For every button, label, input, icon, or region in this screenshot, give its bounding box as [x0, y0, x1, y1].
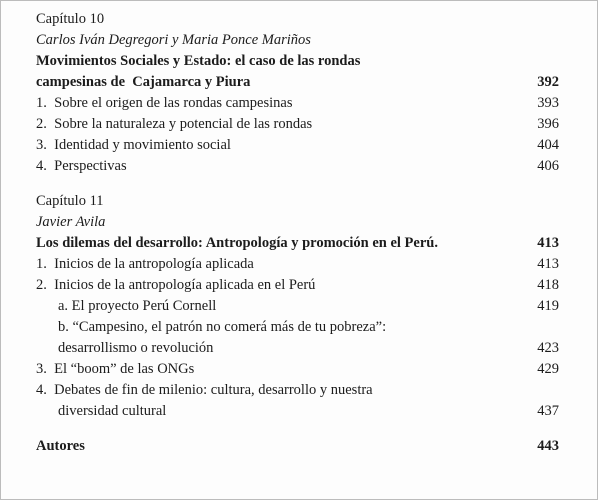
toc-line — [36, 233, 559, 254]
toc-line — [36, 72, 559, 93]
toc-line — [36, 338, 559, 359]
toc-entry-text: Carlos Iván Degregori y Maria Ponce Mariños — [36, 32, 311, 48]
toc-line — [36, 9, 559, 30]
toc-line — [36, 296, 559, 317]
toc-line — [36, 51, 559, 72]
toc-entry-text: Capítulo 10 — [36, 11, 105, 27]
toc-line — [36, 317, 559, 338]
toc-section-capitulo-11 — [36, 191, 559, 422]
toc-page-number: 413 — [537, 256, 559, 272]
toc-entry-text: a. El proyecto Perú Cornell — [58, 298, 217, 314]
toc-page-number: 429 — [537, 361, 559, 377]
toc-page-number: 443 — [537, 438, 559, 454]
toc-page-number: 423 — [537, 340, 559, 356]
toc-page-number: 404 — [537, 137, 559, 153]
toc-page-number: 392 — [537, 74, 559, 90]
toc-entry-text: 2. Sobre la naturaleza y potencial de las rondas — [36, 116, 313, 132]
toc-entry-text: Capítulo 11 — [36, 193, 104, 209]
toc-line — [36, 254, 559, 275]
toc-entry-text: desarrollismo o revolución — [58, 340, 214, 356]
toc-entry-text: b. “Campesino, el patrón no comerá más de tu pobreza”: — [58, 319, 387, 335]
toc-page-number: 419 — [537, 298, 559, 314]
toc-entry-text: Javier Avila — [36, 214, 106, 230]
toc-line — [36, 114, 559, 135]
toc-entry-text: 1. Inicios de la antropología aplicada — [36, 256, 254, 272]
toc-entry-text: diversidad cultural — [58, 403, 167, 419]
toc-page-number: 437 — [537, 403, 559, 419]
toc-line — [36, 156, 559, 177]
toc-entry-text: 3. Identidad y movimiento social — [36, 137, 231, 153]
table-of-contents — [1, 1, 597, 457]
toc-entry-text: Autores — [36, 438, 85, 454]
toc-entry-text: 1. Sobre el origen de las rondas campesinas — [36, 95, 293, 111]
toc-page-number: 413 — [537, 235, 559, 251]
toc-entry-text: Movimientos Sociales y Estado: el caso de las rondas — [36, 53, 361, 69]
toc-entry-text: 4. Perspectivas — [36, 158, 127, 174]
toc-page-number: 406 — [537, 158, 559, 174]
toc-line — [36, 401, 559, 422]
toc-line — [36, 93, 559, 114]
toc-section-capitulo-10 — [36, 9, 559, 177]
toc-entry-text: 3. El “boom” de las ONGs — [36, 361, 195, 377]
toc-line — [36, 359, 559, 380]
toc-line — [36, 275, 559, 296]
toc-page-number: 396 — [537, 116, 559, 132]
toc-entry-text: Los dilemas del desarrollo: Antropología y promoción en el Perú. — [36, 235, 438, 251]
toc-entry-text: 2. Inicios de la antropología aplicada en el Perú — [36, 277, 316, 293]
toc-page-number: 393 — [537, 95, 559, 111]
toc-line — [36, 380, 559, 401]
toc-entry-text: campesinas de Cajamarca y Piura — [36, 74, 251, 90]
toc-line — [36, 30, 559, 51]
toc-line — [36, 212, 559, 233]
toc-line — [36, 191, 559, 212]
toc-page-number: 418 — [537, 277, 559, 293]
toc-section-autores — [36, 436, 559, 457]
toc-entry-text: 4. Debates de fin de milenio: cultura, desarrollo y nuestra — [36, 382, 373, 398]
toc-line — [36, 436, 559, 457]
toc-line — [36, 135, 559, 156]
